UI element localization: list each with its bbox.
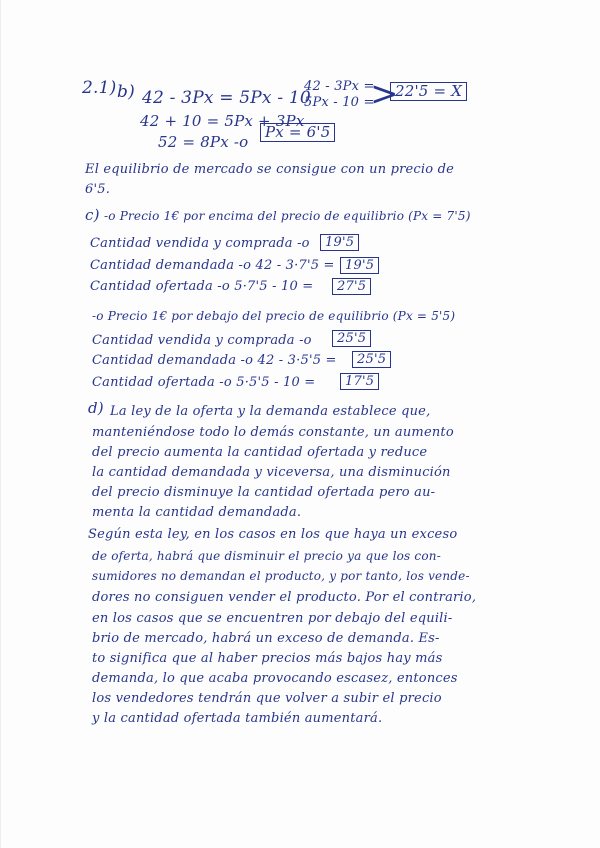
paragraph-line-12: brio de mercado, habrá un exceso de demanda. Es- xyxy=(92,631,440,646)
part-d-letter: d) xyxy=(88,399,104,417)
paragraph-line-11: en los casos que se encuentren por debajo del equili- xyxy=(92,611,453,626)
paragraph-line-4: la cantidad demandada y viceversa, una disminución xyxy=(92,465,451,480)
below-supply-label: Cantidad ofertada -o 5·5'5 - 10 = xyxy=(92,375,316,390)
conclusion-line-2: 6'5. xyxy=(85,182,111,197)
paragraph-line-1: La ley de la oferta y la demanda establece que, xyxy=(110,404,431,419)
above-supply-value: 27'5 xyxy=(332,278,371,295)
paragraph-line-7: Según esta ley, en los casos en los que haya un exceso xyxy=(88,527,458,542)
brace-symbol: > xyxy=(370,74,399,114)
above-supply-label: Cantidad ofertada -o 5·7'5 - 10 = xyxy=(90,279,314,294)
equation-step-2: 52 = 8Px -o xyxy=(158,133,249,151)
above-price-header: -o Precio 1€ por encima del precio de equilibrio (Px = 7'5) xyxy=(104,209,471,223)
conclusion-line-1: El equilibrio de mercado se consigue con un precio de xyxy=(85,162,455,177)
equation-step-1: 42 + 10 = 5Px + 3Px xyxy=(140,112,305,130)
boxed-quantity: 22'5 = X xyxy=(390,82,467,101)
below-price-header: -o Precio 1€ por debajo del precio de equilibrio (Px = 5'5) xyxy=(92,309,456,323)
below-supply-value: 17'5 xyxy=(340,373,379,390)
above-demand-value: 19'5 xyxy=(340,257,379,274)
paragraph-line-5: del precio disminuye la cantidad ofertada pero au- xyxy=(92,485,436,500)
paragraph-line-16: y la cantidad ofertada también aumentará. xyxy=(92,711,383,726)
below-sold-value: 25'5 xyxy=(332,330,371,347)
below-demand-label: Cantidad demandada -o 42 - 3·5'5 = xyxy=(92,353,337,368)
paragraph-line-13: to significa que al haber precios más bajos hay más xyxy=(92,651,443,666)
part-b-letter: b) xyxy=(117,82,135,102)
paragraph-line-6: menta la cantidad demandada. xyxy=(92,505,302,520)
boxed-equilibrium-price: Px = 6'5 xyxy=(260,123,335,142)
exercise-number: 2.1) xyxy=(82,78,117,98)
above-sold-value: 19'5 xyxy=(320,234,359,251)
paragraph-line-2: manteniéndose todo lo demás constante, un aumento xyxy=(92,425,454,440)
paragraph-line-9: sumidores no demandan el producto, y por tanto, los vende- xyxy=(92,569,470,583)
below-demand-value: 25'5 xyxy=(352,351,391,368)
paragraph-line-10: dores no consiguen vender el producto. Por el contrario, xyxy=(92,590,477,605)
part-c-letter: c) xyxy=(85,206,100,224)
above-demand-label: Cantidad demandada -o 42 - 3·7'5 = xyxy=(90,258,335,273)
paragraph-line-3: del precio aumenta la cantidad ofertada y reduce xyxy=(92,445,428,460)
paragraph-line-14: demanda, lo que acaba provocando escasez, entonces xyxy=(92,671,458,686)
paragraph-line-8: de oferta, habrá que disminuir el precio ya que los con- xyxy=(92,549,441,563)
equation-side-2: 5Px - 10 = xyxy=(304,95,375,110)
above-sold-label: Cantidad vendida y comprada -o xyxy=(90,236,310,251)
equation-side-1: 42 - 3Px = xyxy=(304,79,375,94)
below-sold-label: Cantidad vendida y comprada -o xyxy=(92,333,312,348)
paragraph-line-15: los vendedores tendrán que volver a subir el precio xyxy=(92,691,442,706)
equation-main: 42 - 3Px = 5Px - 10 xyxy=(142,88,311,108)
